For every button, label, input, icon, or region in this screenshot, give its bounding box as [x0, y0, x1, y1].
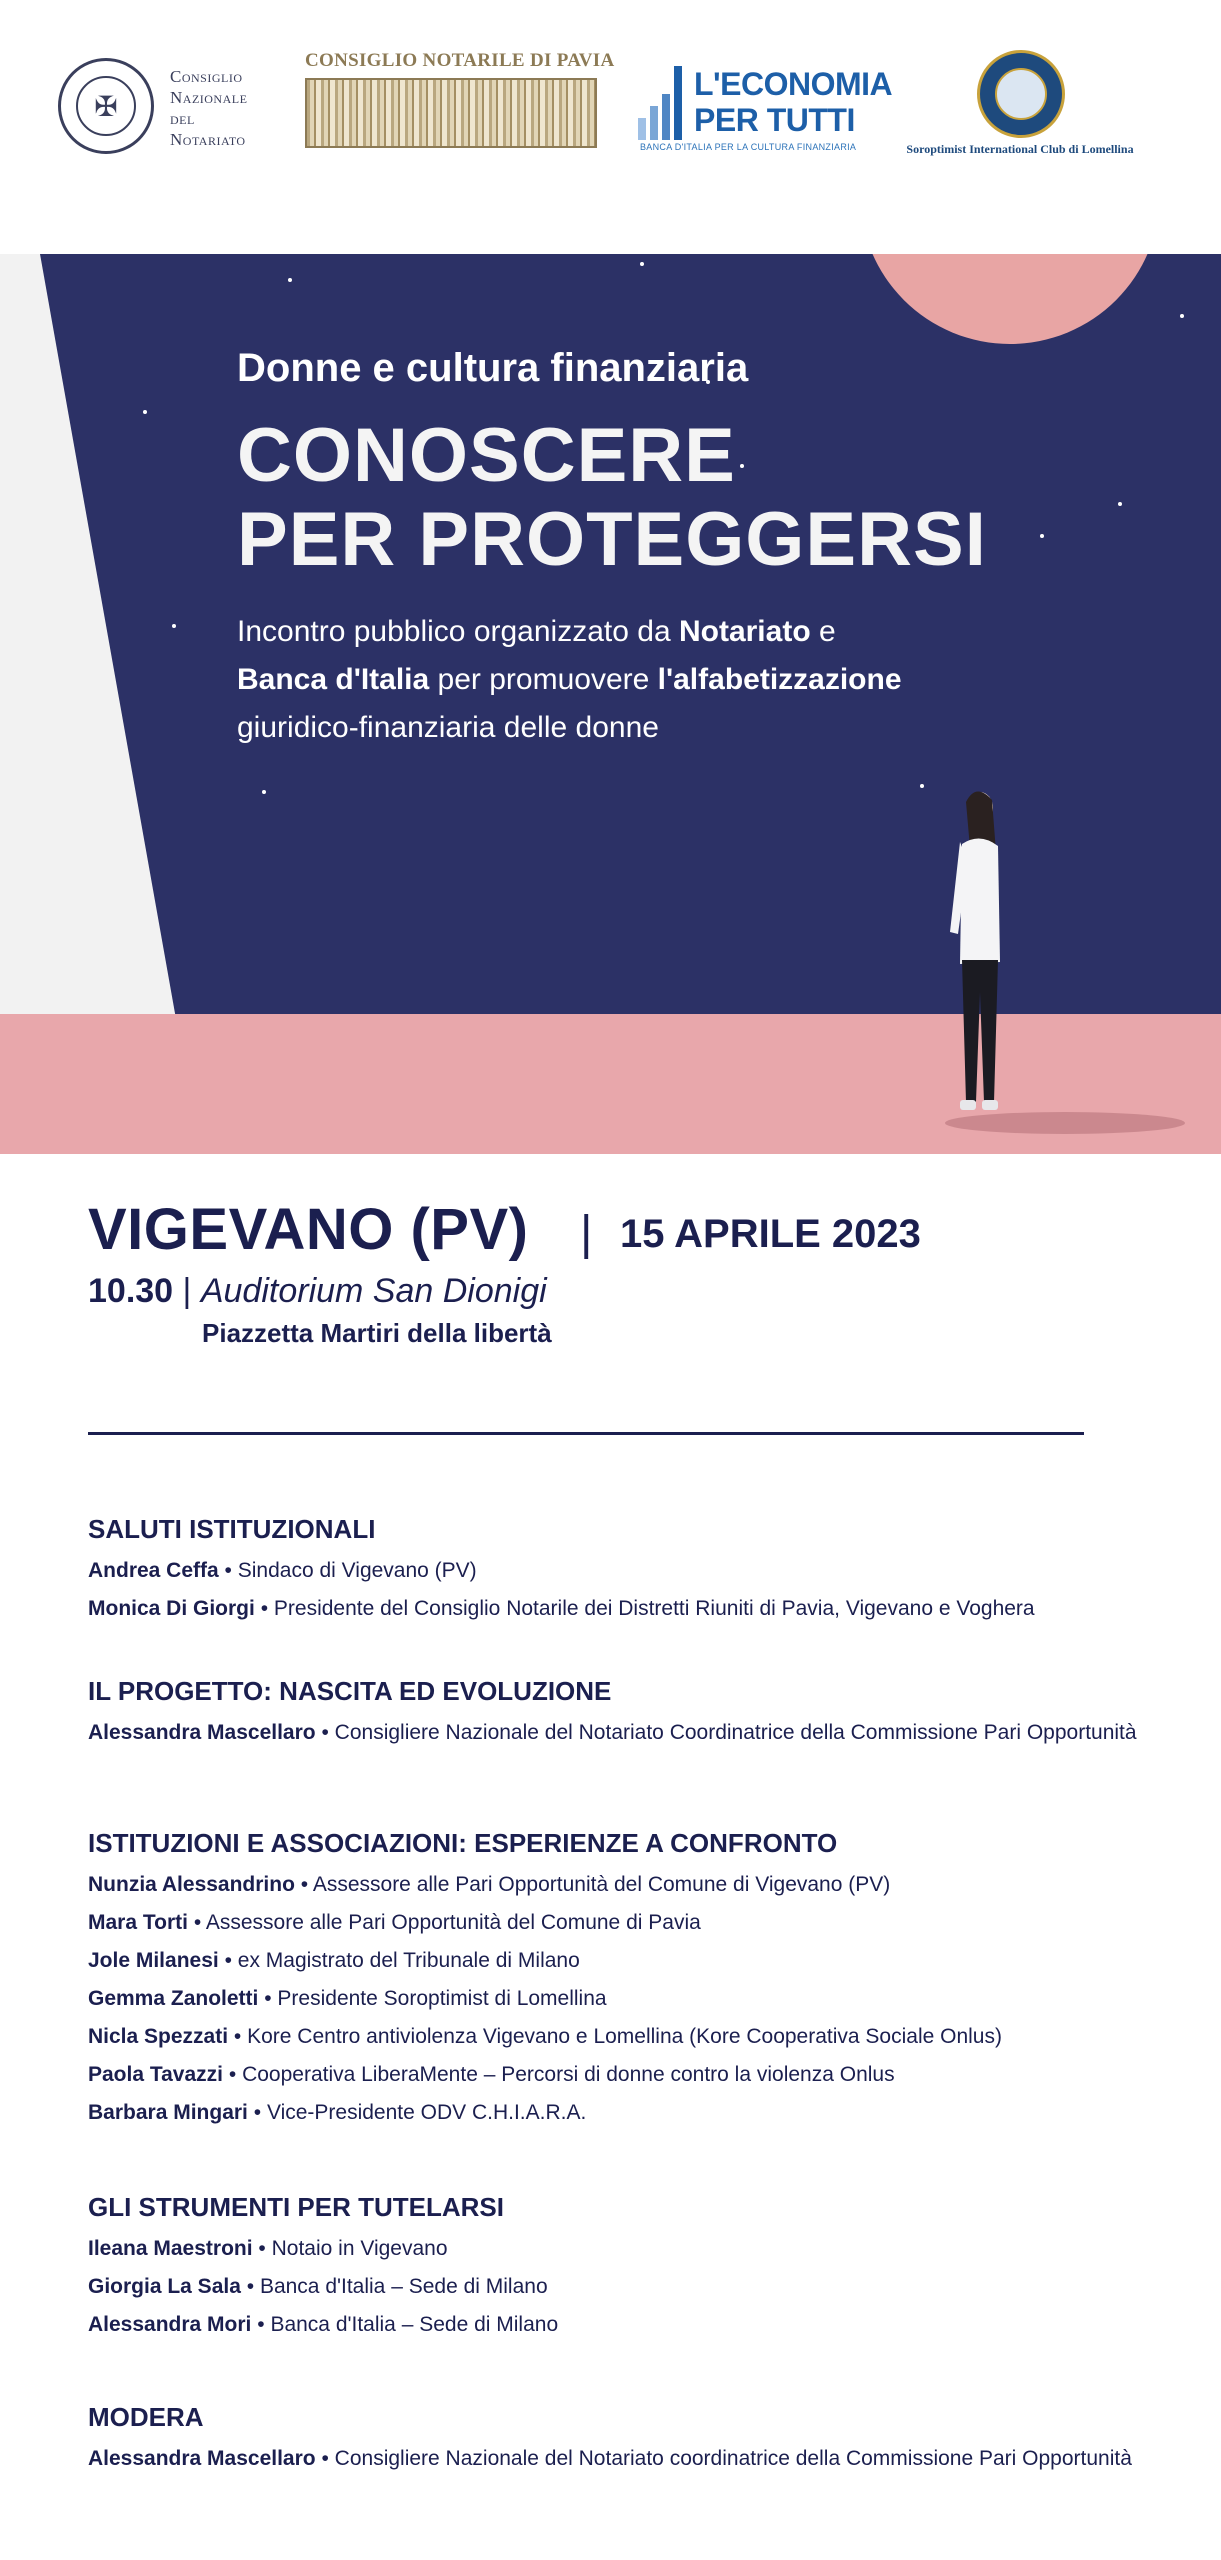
frieze-image-icon: [305, 78, 597, 148]
speaker-entry: Monica Di Giorgi • Presidente del Consiglio Notarile dei Distretti Riuniti di Pavia, Vigevano e Voghera: [88, 1597, 1035, 1620]
star-icon: [640, 262, 644, 266]
event-date: 15 APRILE 2023: [620, 1212, 921, 1256]
star-icon: [1118, 502, 1122, 506]
ept-title: L'ECONOMIA PER TUTTI: [694, 66, 893, 138]
star-icon: [1040, 534, 1044, 538]
section-title: GLI STRUMENTI PER TUTELARSI: [88, 2192, 504, 2222]
star-icon: [172, 624, 176, 628]
woman-figure-icon: [940, 782, 1010, 1122]
hero-description: Incontro pubblico organizzato da Notariato e Banca d'Italia per promuovere l'alfabetizzazione giuridico-finanziaria delle donne: [237, 615, 902, 744]
cnn-logo: [58, 58, 278, 158]
event-time-venue: [88, 1272, 547, 1311]
program-section-saluti: [88, 1514, 1148, 1635]
section-title: IL PROGETTO: NASCITA ED EVOLUZIONE: [88, 1676, 612, 1706]
star-icon: [288, 278, 292, 282]
bar-chart-icon: [638, 66, 698, 140]
event-time: 10.30: [88, 1272, 174, 1310]
speaker-entry: Gemma Zanoletti • Presidente Soroptimist di Lomellina: [88, 1987, 607, 2010]
hero-subtitle: Donne e cultura finanziaria: [237, 346, 749, 390]
hero-banner: [0, 254, 1221, 1154]
cnp-name: CONSIGLIO NOTARILE DI PAVIA: [305, 50, 615, 71]
event-city: VIGEVANO (PV): [88, 1197, 529, 1262]
soroptimist-name: Soroptimist International Club di Lomellina: [906, 142, 1134, 156]
speaker-entry: Andrea Ceffa • Sindaco di Vigevano (PV): [88, 1559, 477, 1582]
star-icon: [920, 784, 924, 788]
soroptimist-logo: [895, 50, 1145, 160]
speaker-entry: Paola Tavazzi • Cooperativa LiberaMente – Percorsi di donne contro la violenza Onlus: [88, 2063, 895, 2086]
section-title: SALUTI ISTITUZIONALI: [88, 1514, 376, 1544]
star-icon: [143, 410, 147, 414]
program-section-progetto: [88, 1676, 1148, 1759]
divider: [88, 1432, 1084, 1435]
economia-per-tutti-logo: [638, 56, 893, 160]
speaker-entry: Giorgia La Sala • Banca d'Italia – Sede di Milano: [88, 2275, 548, 2298]
notariato-seal-icon: ✠: [58, 58, 154, 154]
star-icon: [262, 790, 266, 794]
soroptimist-seal-icon: [977, 50, 1065, 138]
hero-title: CONOSCERE PER PROTEGGERSI: [237, 413, 987, 582]
program-section-modera: [88, 2402, 1148, 2485]
speaker-entry: Alessandra Mascellaro • Consigliere Nazionale del Notariato coordinatrice della Commissione Pari Opportunità: [88, 2447, 1132, 2470]
event-address: Piazzetta Martiri della libertà: [202, 1318, 552, 1348]
program-section-istituzioni: [88, 1828, 1148, 2139]
speaker-entry: Alessandra Mori • Banca d'Italia – Sede di Milano: [88, 2313, 559, 2336]
section-title: MODERA: [88, 2402, 204, 2432]
speaker-entry: Nicla Spezzati • Kore Centro antiviolenza Vigevano e Lomellina (Kore Cooperativa Sociale Onlus): [88, 2025, 1002, 2048]
cnp-logo: [305, 50, 615, 158]
section-title: ISTITUZIONI E ASSOCIAZIONI: ESPERIENZE A CONFRONTO: [88, 1828, 838, 1858]
logo-header: [0, 0, 1221, 254]
speaker-entry: Jole Milanesi • ex Magistrato del Tribunale di Milano: [88, 1949, 580, 1972]
program-section-strumenti: [88, 2192, 1148, 2351]
cnn-name: Consiglio Nazionale del Notariato: [170, 67, 248, 149]
speaker-entry: Barbara Mingari • Vice-Presidente ODV C.H.I.A.R.A.: [88, 2101, 587, 2124]
speaker-entry: Mara Torti • Assessore alle Pari Opportunità del Comune di Pavia: [88, 1911, 701, 1934]
star-icon: [1180, 314, 1184, 318]
ept-subtitle: BANCA D'ITALIA PER LA CULTURA FINANZIARIA: [640, 142, 857, 152]
separator: |: [580, 1207, 593, 1260]
speaker-entry: Alessandra Mascellaro • Consigliere Nazionale del Notariato Coordinatrice della Commissione Pari Opportunità: [88, 1721, 1137, 1744]
separator: |: [182, 1272, 192, 1310]
moon-shape: [860, 254, 1160, 344]
event-venue: Auditorium San Dionigi: [200, 1272, 547, 1310]
speaker-entry: Ileana Maestroni • Notaio in Vigevano: [88, 2237, 448, 2260]
speaker-entry: Nunzia Alessandrino • Assessore alle Pari Opportunità del Comune di Vigevano (PV): [88, 1873, 891, 1896]
